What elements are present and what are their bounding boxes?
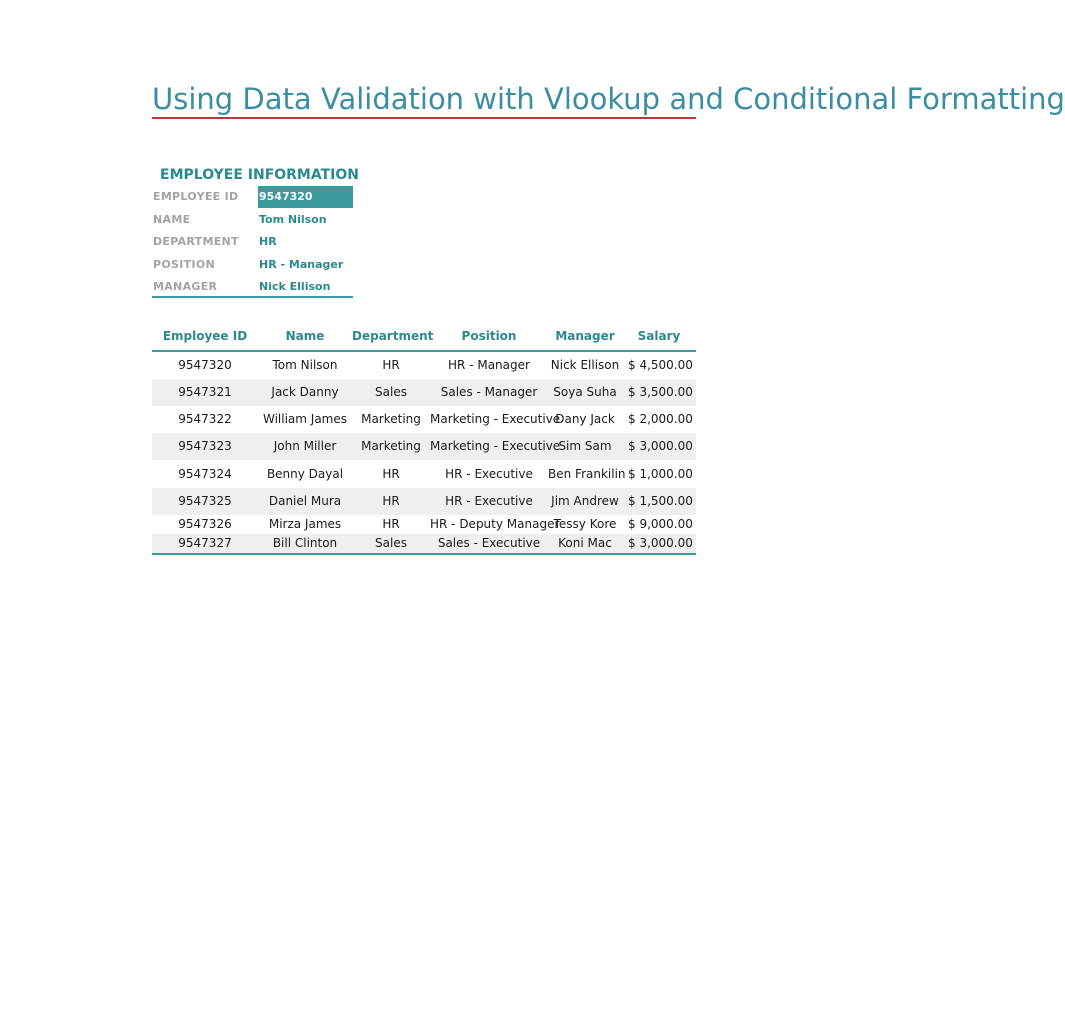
table-row[interactable] (152, 406, 696, 433)
cell-position: HR - Manager (448, 358, 530, 372)
cell-name: William James (262, 412, 347, 426)
page-title: Using Data Validation with Vlookup and Conditional Formatting (152, 82, 1065, 116)
cell-position: Marketing - Executive (430, 412, 561, 426)
cell-position: Sales - Manager (440, 385, 538, 399)
info-heading: EMPLOYEE INFORMATION (160, 167, 359, 183)
info-label: EMPLOYEE ID (153, 190, 239, 203)
cell-department: HR (382, 358, 400, 372)
column-header[interactable]: Name (285, 329, 325, 343)
cell-manager: Ben Frankilin (548, 467, 626, 481)
cell-salary: $ 4,500.00 (628, 358, 693, 372)
cell-department: HR (382, 467, 400, 481)
employee-id-select[interactable]: 9547320 (258, 186, 353, 208)
table-header (152, 324, 696, 352)
table-row[interactable] (152, 460, 696, 488)
info-value: Tom Nilson (259, 213, 327, 226)
info-row-employee-id (152, 186, 353, 208)
cell-employee-id: 9547322 (178, 412, 232, 426)
cell-salary: $ 1,000.00 (628, 467, 693, 481)
column-header[interactable]: Employee ID (162, 329, 248, 343)
table-row[interactable] (152, 433, 696, 460)
cell-name: Benny Dayal (266, 467, 344, 481)
info-row-position (152, 254, 353, 276)
info-bottom-border (152, 296, 353, 298)
column-header[interactable]: Position (461, 329, 517, 343)
cell-position: Marketing - Executive (430, 439, 561, 453)
table-row[interactable] (152, 352, 696, 379)
info-label: NAME (153, 213, 191, 226)
title-underline (152, 117, 696, 119)
info-row-name (152, 209, 353, 231)
info-value: HR (259, 235, 277, 248)
cell-manager: Jim Andrew (551, 494, 619, 508)
cell-department: Sales (375, 385, 407, 399)
cell-manager: Dany Jack (555, 412, 615, 426)
cell-salary: $ 3,000.00 (628, 536, 693, 550)
cell-employee-id: 9547325 (178, 494, 232, 508)
cell-employee-id: 9547326 (178, 517, 232, 531)
table-row[interactable] (152, 379, 696, 406)
info-label: MANAGER (153, 280, 218, 293)
cell-manager: Soya Suha (553, 385, 617, 399)
cell-department: HR (382, 517, 400, 531)
cell-department: Marketing (361, 412, 421, 426)
info-value: HR - Manager (259, 258, 344, 271)
cell-employee-id: 9547321 (178, 385, 232, 399)
info-label: POSITION (153, 258, 215, 271)
info-row-manager (152, 276, 353, 298)
info-label: DEPARTMENT (153, 235, 239, 248)
table-row[interactable] (152, 488, 696, 515)
cell-employee-id: 9547323 (178, 439, 232, 453)
cell-employee-id: 9547327 (178, 536, 232, 550)
cell-name: Jack Danny (271, 385, 339, 399)
cell-position: Sales - Executive (437, 536, 541, 550)
cell-department: Sales (375, 536, 407, 550)
cell-manager: Tessy Kore (553, 517, 617, 531)
table-row[interactable] (152, 534, 696, 553)
cell-salary: $ 1,500.00 (628, 494, 693, 508)
cell-position: HR - Executive (445, 494, 533, 508)
cell-employee-id: 9547320 (178, 358, 232, 372)
cell-manager: Nick Ellison (550, 358, 620, 372)
column-header[interactable]: Department (352, 329, 434, 343)
info-row-department (152, 231, 353, 253)
table-row[interactable] (152, 515, 696, 534)
column-header[interactable]: Salary (637, 329, 681, 343)
cell-employee-id: 9547324 (178, 467, 232, 481)
column-header[interactable]: Manager (555, 329, 615, 343)
cell-position: HR - Executive (445, 467, 533, 481)
info-value: Nick Ellison (259, 280, 331, 293)
cell-name: John Miller (273, 439, 337, 453)
cell-salary: $ 2,000.00 (628, 412, 693, 426)
cell-name: Mirza James (268, 517, 342, 531)
employee-table (152, 324, 696, 555)
cell-manager: Sim Sam (558, 439, 612, 453)
cell-name: Bill Clinton (272, 536, 338, 550)
cell-name: Daniel Mura (268, 494, 342, 508)
cell-position: HR - Deputy Manager (430, 517, 560, 531)
cell-name: Tom Nilson (272, 358, 338, 372)
cell-salary: $ 3,000.00 (628, 439, 693, 453)
cell-salary: $ 3,500.00 (628, 385, 693, 399)
table-bottom-border (152, 553, 696, 555)
cell-manager: Koni Mac (558, 536, 612, 550)
cell-salary: $ 9,000.00 (628, 517, 693, 531)
info-heading-cell (152, 164, 359, 188)
cell-department: HR (382, 494, 400, 508)
cell-department: Marketing (361, 439, 421, 453)
